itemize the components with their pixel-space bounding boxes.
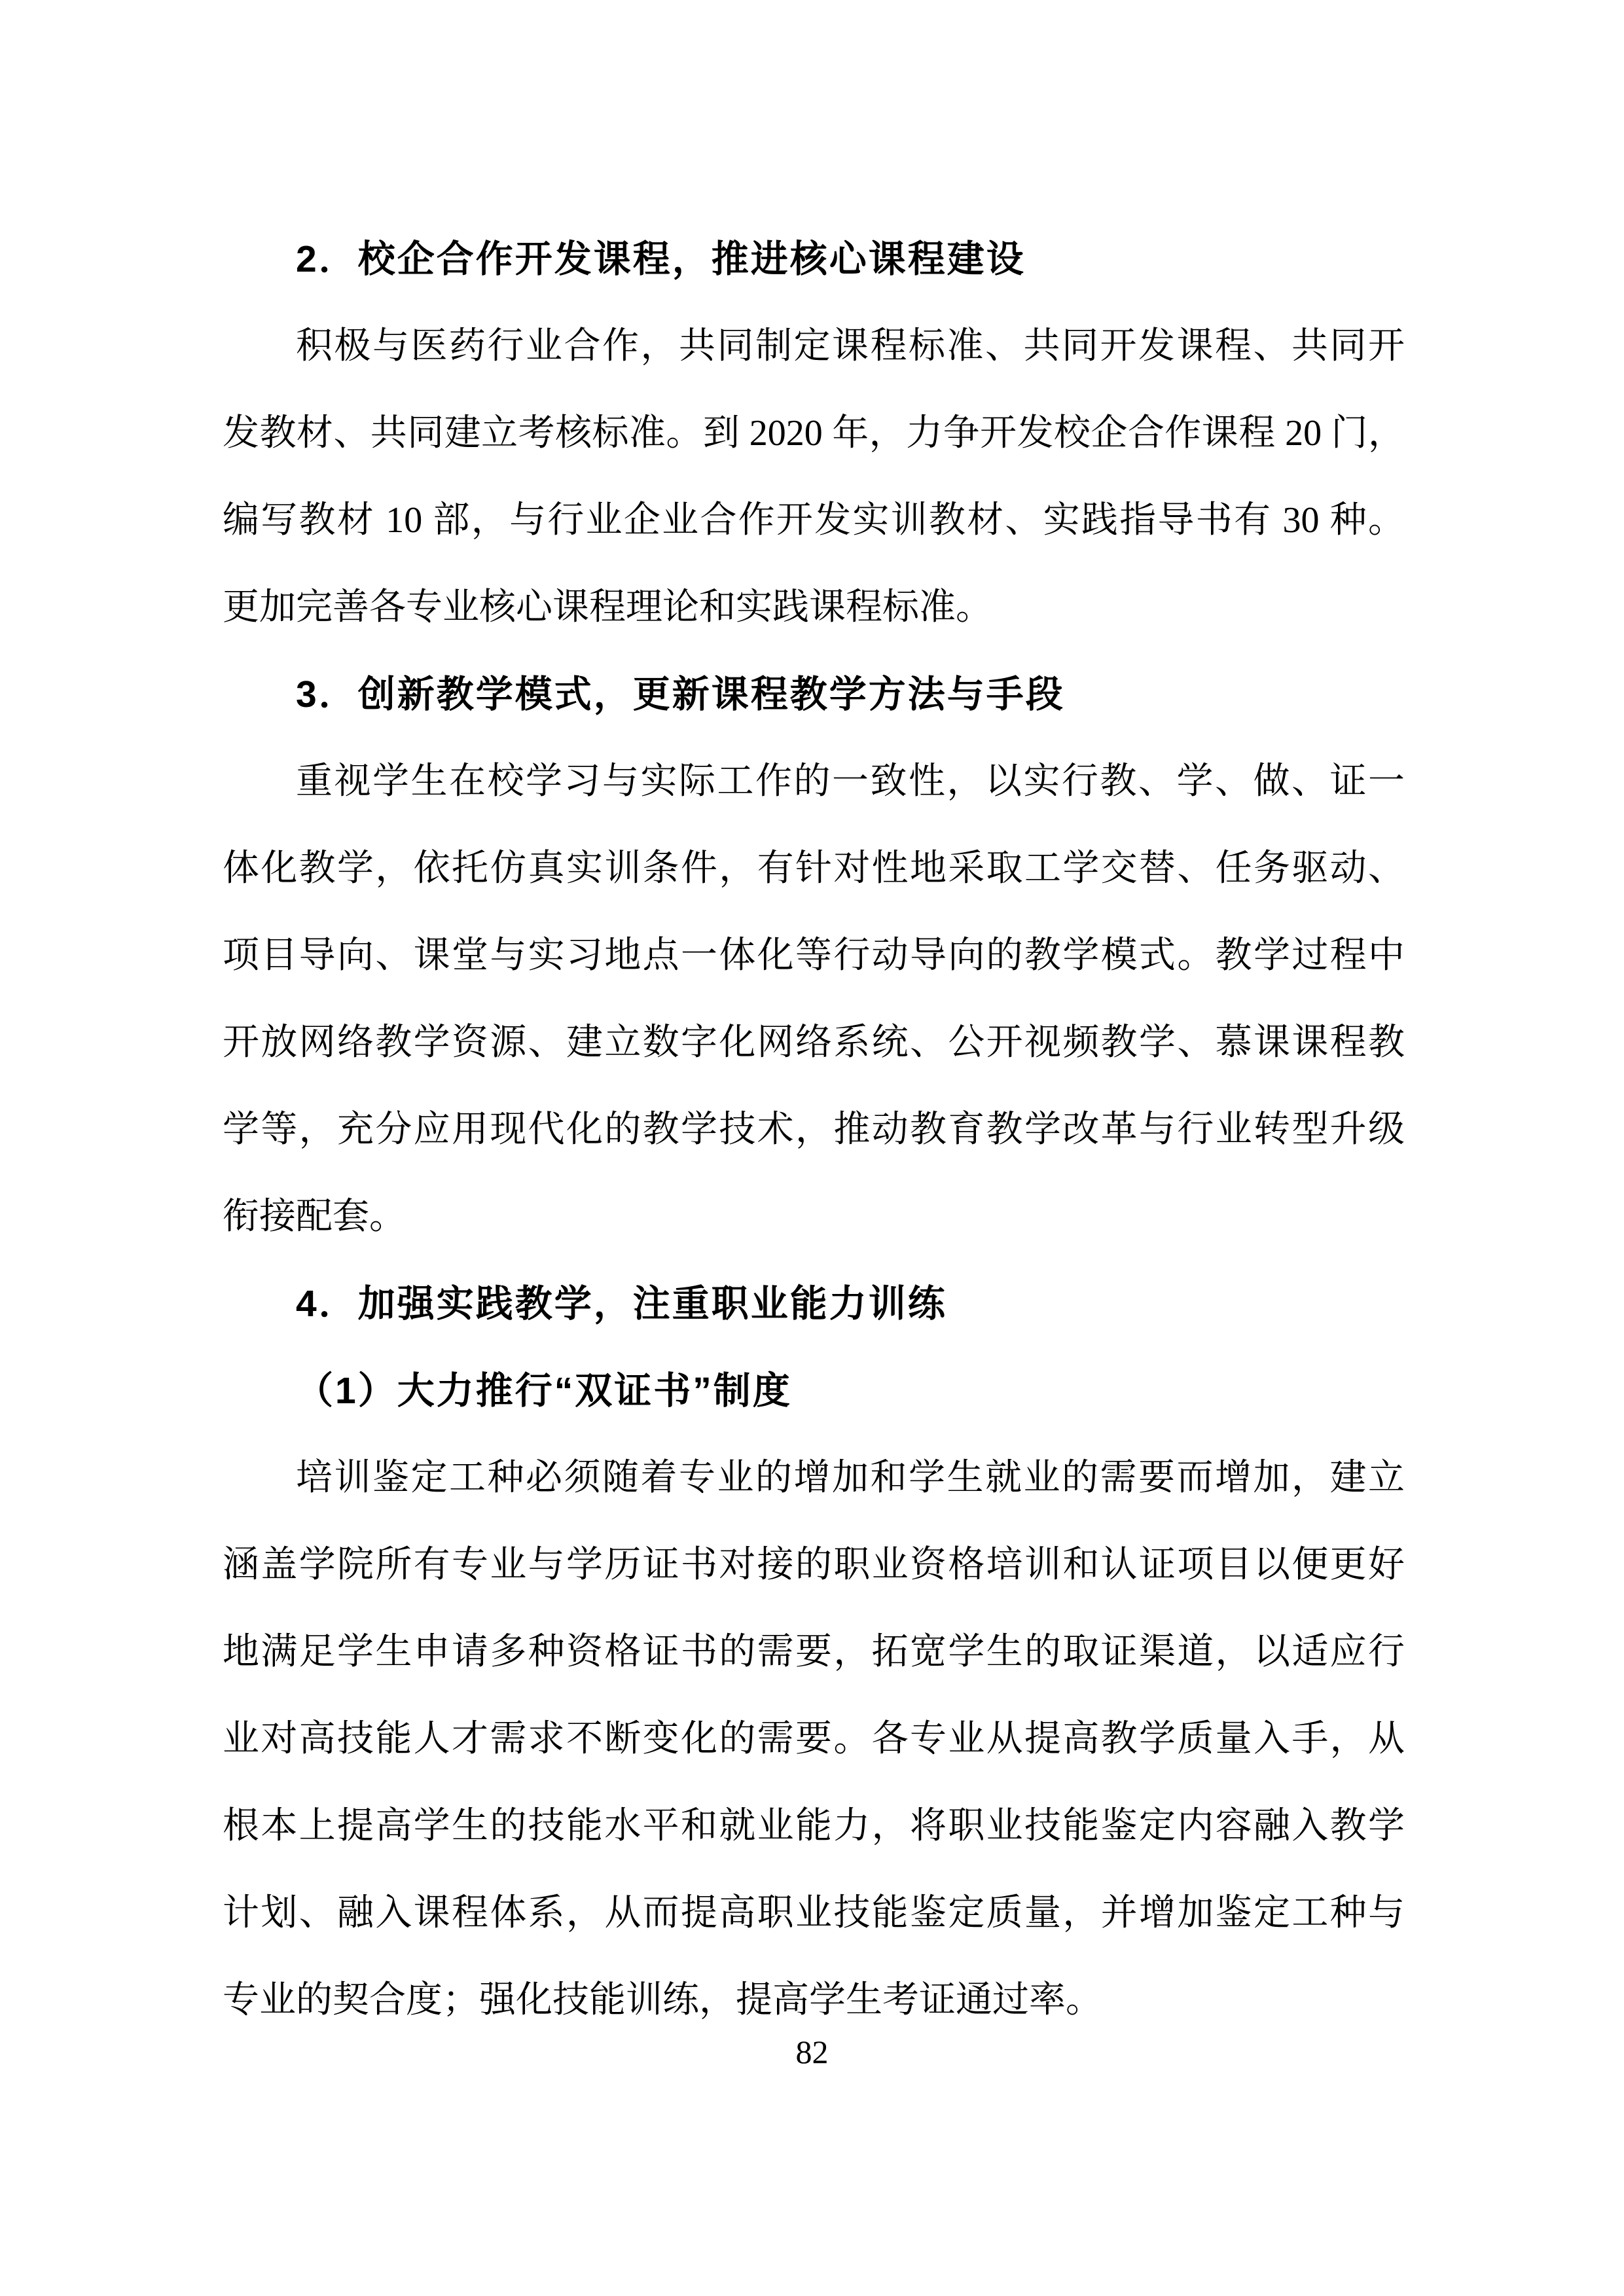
paragraph-2-line-3: 项目导向、课堂与实习地点一体化等行动导向的教学模式。教学过程中 <box>223 935 1405 976</box>
paragraph-3 <box>223 1435 1405 2044</box>
paragraph-3-line-3: 地满足学生申请多种资格证书的需要，拓宽学生的取证渠道，以适应行 <box>223 1632 1405 1672</box>
paragraph-3-line-7: 专业的契合度；强化技能训练，提高学生考证通过率。 <box>223 1980 1102 2020</box>
paragraph-2-line-5: 学等，充分应用现代化的教学技术，推动教育教学改革与行业转型升级 <box>223 1109 1405 1150</box>
paragraph-3-line-5: 根本上提高学生的技能水平和就业能力，将职业技能鉴定内容融入教学 <box>223 1806 1405 1846</box>
paragraph-2-line-1: 重视学生在校学习与实际工作的一致性，以实行教、学、做、证一 <box>296 761 1405 802</box>
paragraph-3-line-1: 培训鉴定工种必须随着专业的增加和学生就业的需要而增加，建立 <box>296 1458 1405 1498</box>
section-heading-4: 4．加强实践教学，注重职业能力训练 <box>296 1283 947 1325</box>
paragraph-3-line-4: 业对高技能人才需求不断变化的需要。各专业从提高教学质量入手，从 <box>223 1719 1405 1759</box>
paragraph-1-line-1: 积极与医药行业合作，共同制定课程标准、共同开发课程、共同开 <box>296 326 1405 367</box>
paragraph-2-line-2: 体化教学，依托仿真实训条件，有针对性地采取工学交替、任务驱动、 <box>223 848 1405 889</box>
section-heading-2: 2．校企合作开发课程，推进核心课程建设 <box>296 238 1026 280</box>
section-heading-3: 3．创新教学模式，更新课程教学方法与手段 <box>296 673 1065 715</box>
paragraph-1 <box>223 303 1405 651</box>
subsection-heading-1: （1）大力推行“双证书”制度 <box>296 1370 792 1412</box>
paragraph-2 <box>223 738 1405 1261</box>
paragraph-1-line-2: 发教材、共同建立考核标准。到 2020 年，力争开发校企合作课程 20 门， <box>223 413 1405 454</box>
paragraph-3-line-2: 涵盖学院所有专业与学历证书对接的职业资格培训和认证项目以便更好 <box>223 1545 1405 1585</box>
paragraph-1-line-4: 更加完善各专业核心课程理论和实践课程标准。 <box>223 587 992 628</box>
paragraph-1-line-3: 编写教材 10 部，与行业企业合作开发实训教材、实践指导书有 30 种。 <box>223 500 1405 541</box>
paragraph-2-line-6: 衔接配套。 <box>223 1196 406 1237</box>
paragraph-2-line-4: 开放网络教学资源、建立数字化网络系统、公开视频教学、慕课课程教 <box>223 1022 1405 1063</box>
page-content <box>223 216 1405 2044</box>
paragraph-3-line-6: 计划、融入课程体系，从而提高职业技能鉴定质量，并增加鉴定工种与 <box>223 1893 1405 1933</box>
page-number: 82 <box>795 2034 829 2070</box>
